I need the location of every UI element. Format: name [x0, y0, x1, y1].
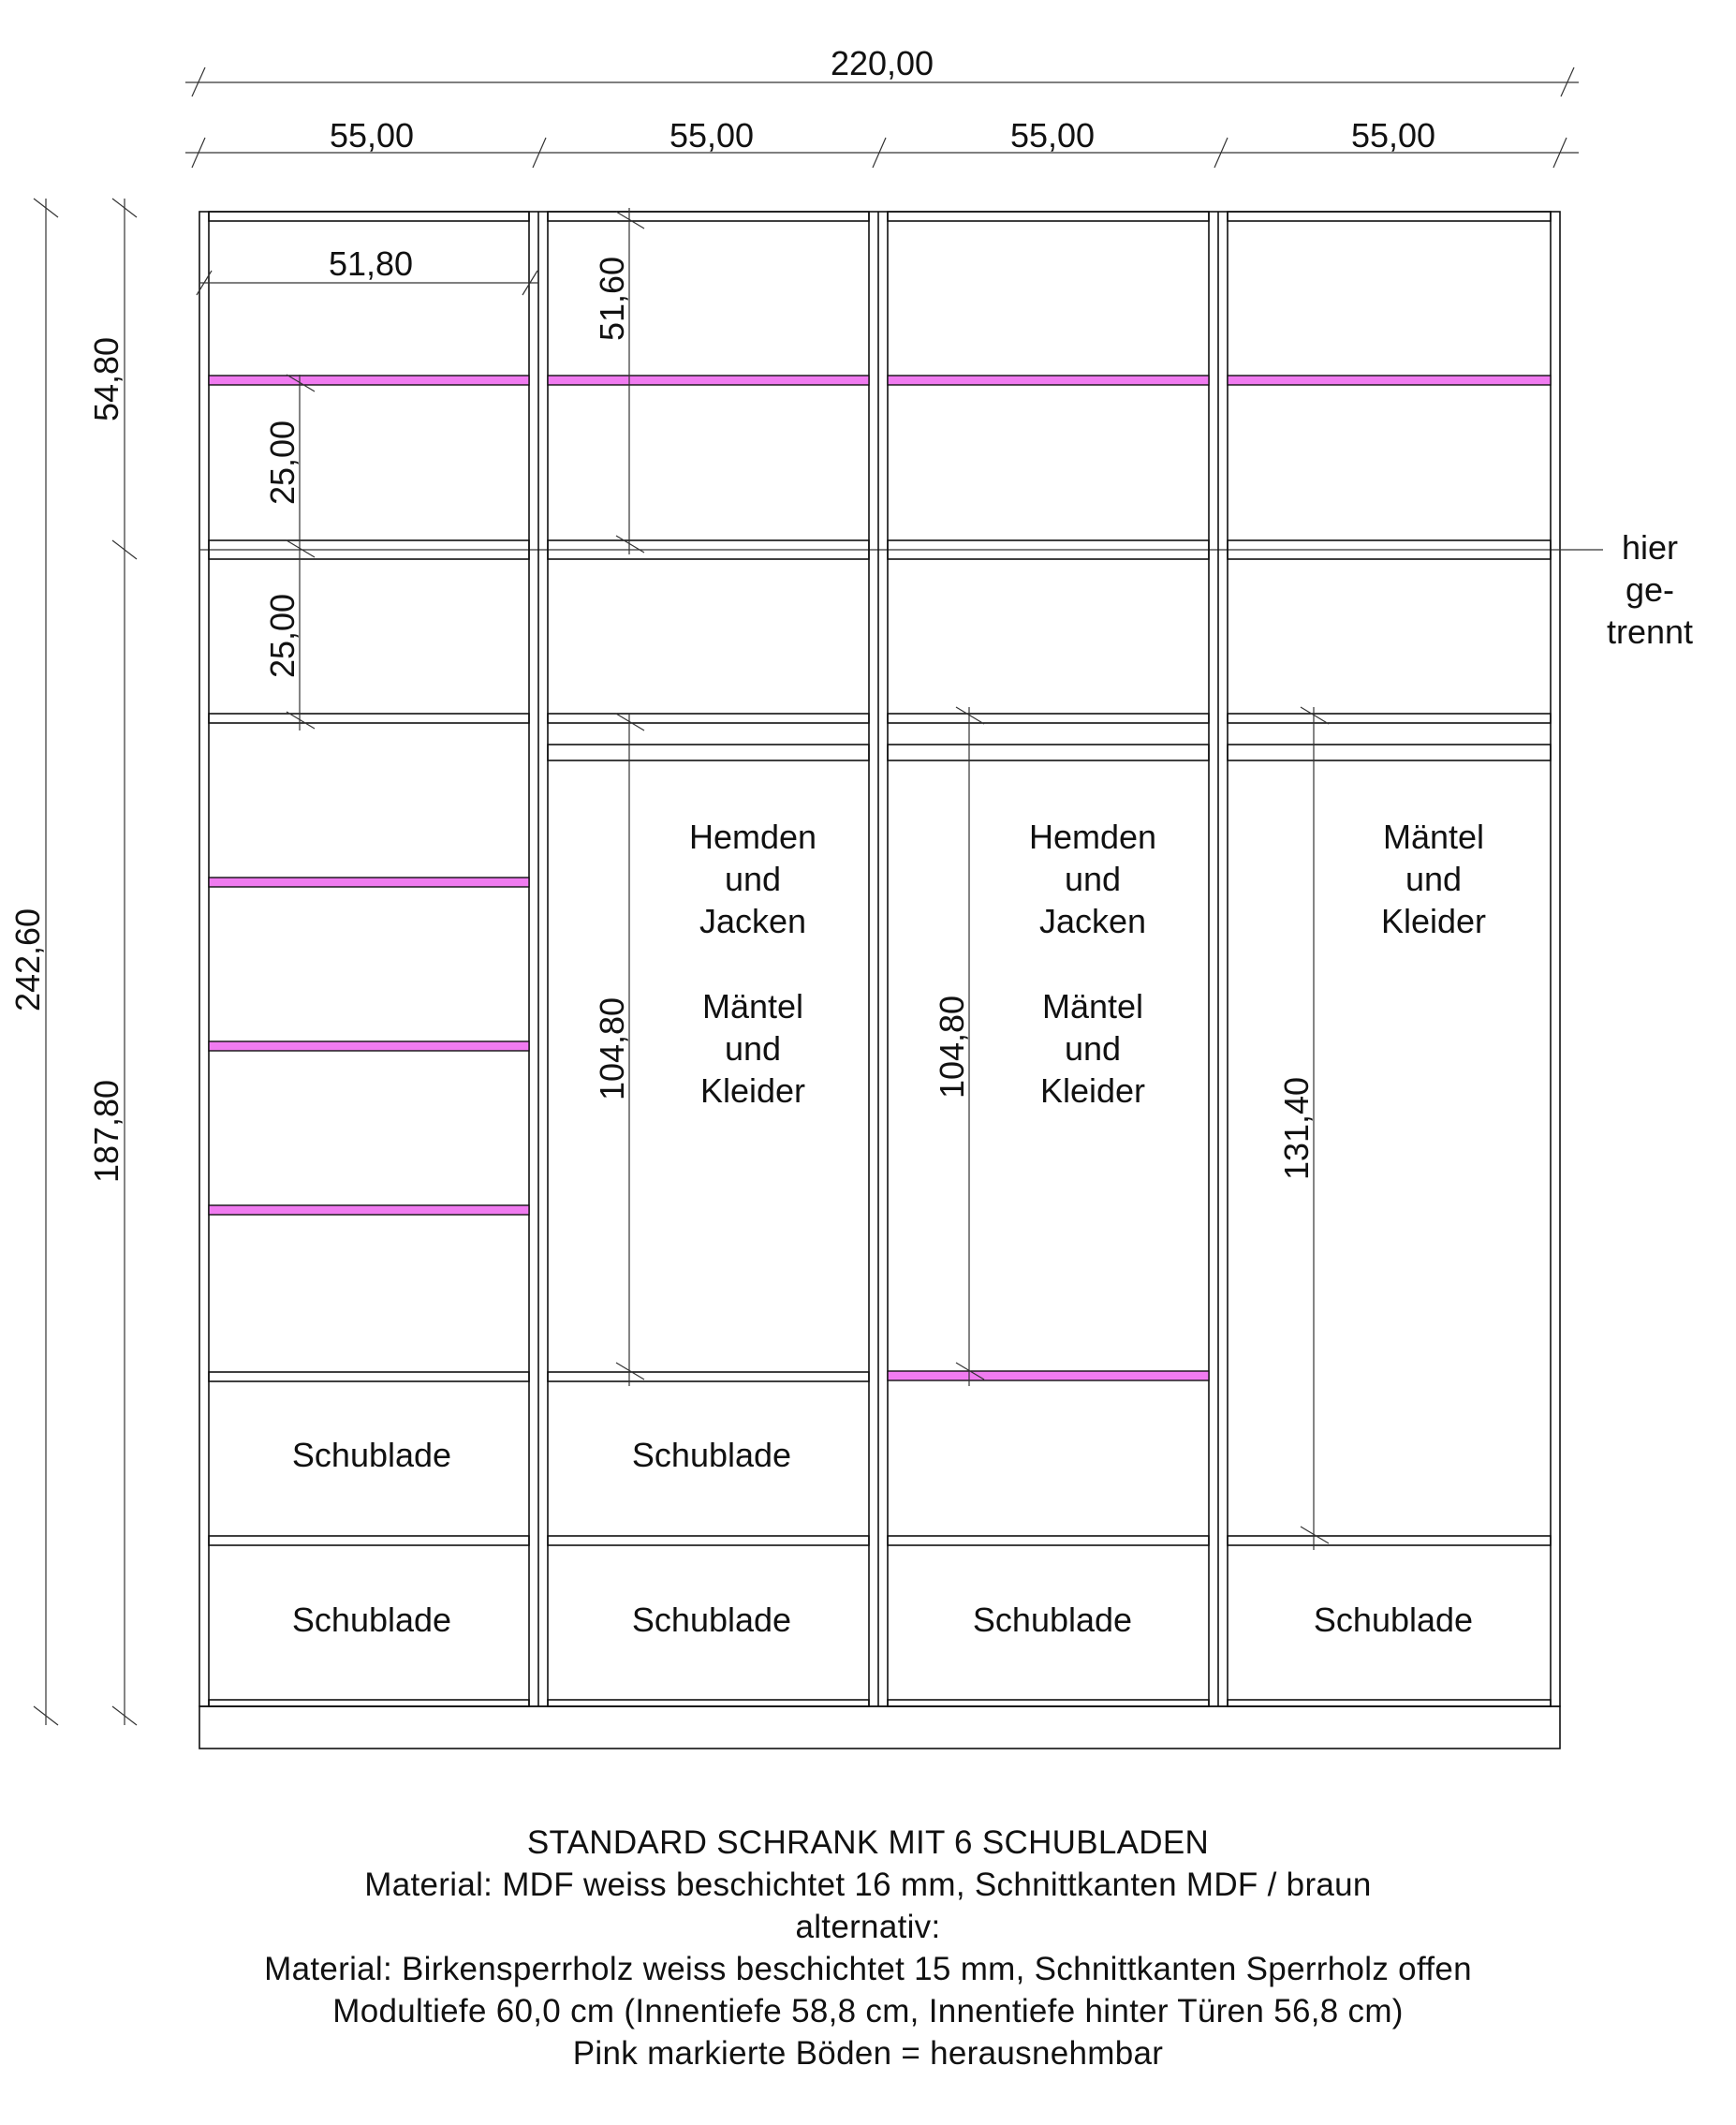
split-note-line: trennt [1606, 612, 1694, 651]
removable-shelf [209, 1205, 529, 1215]
removable-shelf [209, 1041, 529, 1051]
caption [0, 1822, 1736, 2074]
compartment-label: Kleider [699, 1071, 806, 1110]
drawer-label: Schublade [631, 1436, 792, 1474]
cabinet-frame [199, 212, 1603, 1749]
caption-line: Pink markierte Böden = herausnehmbar [572, 2035, 1164, 2072]
caption-title: STANDARD SCHRANK MIT 6 SCHUBLADEN [526, 1824, 1210, 1861]
compartment-label: und [1064, 1029, 1122, 1068]
removable-shelf [888, 376, 1209, 385]
compartment-label: und [724, 1029, 782, 1068]
inner-width-label: 51,80 [328, 244, 414, 283]
height-dimensions [8, 199, 137, 1725]
compartment-upper-label: 25,00 [263, 420, 302, 506]
compartment-label: Mäntel [701, 987, 804, 1026]
removable-shelf [888, 1371, 1209, 1380]
split-note-line: ge- [1625, 570, 1675, 609]
hanging-height-label: 131,40 [1277, 1076, 1316, 1181]
compartment-lower-label: 25,00 [263, 593, 302, 679]
removable-shelves [209, 376, 1551, 1380]
total-width-label: 220,00 [830, 44, 934, 82]
split-note-line: hier [1621, 528, 1679, 567]
compartment-label: Kleider [1039, 1071, 1146, 1110]
compartment-label: Hemden [688, 818, 817, 856]
removable-shelf [548, 376, 869, 385]
removable-shelf [209, 878, 529, 887]
drawer-labels [292, 1436, 1473, 1639]
module3-labels [1029, 818, 1156, 1110]
compartment-label: und [724, 860, 782, 898]
drawer-label: Schublade [631, 1601, 792, 1639]
lower-height-label: 187,80 [87, 1079, 125, 1184]
removable-shelf [1228, 376, 1551, 385]
module-width-label: 55,00 [329, 116, 415, 155]
compartment-label: Jacken [1038, 902, 1147, 940]
total-height-label: 242,60 [8, 908, 47, 1012]
compartment-label: Jacken [699, 902, 807, 940]
module4-labels [1381, 818, 1486, 940]
side-walls [209, 212, 1551, 1706]
drawer-label: Schublade [972, 1601, 1133, 1639]
hanging-height-label: 104,80 [933, 995, 971, 1099]
split-note [1607, 528, 1693, 651]
drawer-label: Schublade [1313, 1601, 1474, 1639]
compartment-label: und [1064, 860, 1122, 898]
compartment-label: Mäntel [1382, 818, 1485, 856]
width-dimensions [185, 44, 1579, 168]
top-section-height-label: 51,60 [593, 256, 631, 342]
compartment-label: Kleider [1380, 902, 1487, 940]
compartment-label: Hemden [1028, 818, 1157, 856]
module-width-label: 55,00 [669, 116, 755, 155]
caption-line: Material: MDF weiss beschichtet 16 mm, Schnittkanten MDF / braun [364, 1867, 1372, 1903]
module-width-label: 55,00 [1009, 116, 1096, 155]
drawer-label: Schublade [291, 1601, 452, 1639]
module-width-label: 55,00 [1350, 116, 1436, 155]
module2-labels [689, 818, 817, 1110]
caption-line: Modultiefe 60,0 cm (Innentiefe 58,8 cm, Innentiefe hinter Türen 56,8 cm) [332, 1993, 1404, 2029]
upper-height-label: 54,80 [87, 336, 125, 422]
compartment-label: und [1405, 860, 1463, 898]
drawer-label: Schublade [291, 1436, 452, 1474]
compartment-label: Mäntel [1041, 987, 1144, 1026]
removable-shelf [209, 376, 529, 385]
caption-line: Material: Birkensperrholz weiss beschichtet 15 mm, Schnittkanten Sperrholz offen [264, 1951, 1472, 1987]
hanging-height-label: 104,80 [593, 996, 631, 1101]
fixed-shelves [209, 212, 1551, 1706]
caption-line: alternativ: [795, 1909, 941, 1945]
